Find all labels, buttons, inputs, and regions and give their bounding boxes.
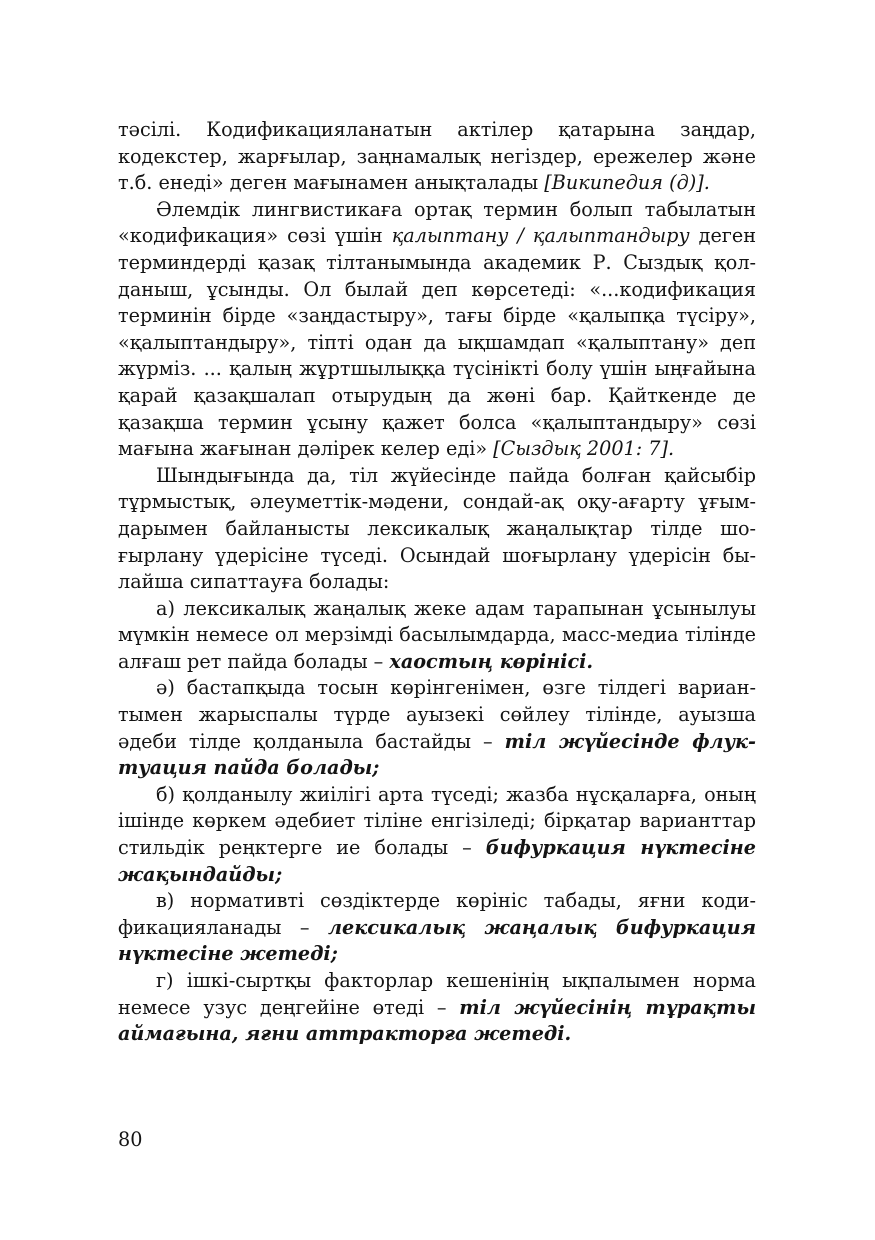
list-item-v bbox=[118, 888, 756, 968]
list-item-ae bbox=[118, 675, 756, 781]
text-run: Әлемдік лингвистикаға ортақ термин болып табылатын «кодификация» сөзі үшін bbox=[118, 197, 756, 248]
text-run: тәсілі. Кодификацияланатын актілер қатарына заңдар, кодекстер, жарғылар, заңнамалық негіздер, ережелер және т.б. енеді» деген мағынамен анықталады bbox=[118, 118, 756, 195]
text-run: в) нормативті сөздіктерде көрініс табады, яғни кодификацияланады – bbox=[118, 889, 756, 939]
paragraph-2 bbox=[118, 197, 756, 463]
page-number: 80 bbox=[118, 1128, 143, 1151]
citation-syzdyk: [Сыздық 2001: 7]. bbox=[493, 437, 675, 461]
term-italic: қалыптану / қалыптандыру bbox=[391, 224, 690, 248]
text-run: б) қолданылу жиілігі арта түседі; жазба нұсқаларға, оның ішінде көркем әдебиет тіліне енгізіледі; бірқатар варианттар стильдік реңктерге ие болады – bbox=[118, 782, 756, 860]
emphasis-bold-italic: тіл жүйесінің тұрақты аймағына, яғни аттракторға жетеді. bbox=[118, 995, 756, 1046]
list-item-a bbox=[118, 596, 756, 676]
emphasis-bold-italic: тіл жүйесінде флуктуация пайда болады; bbox=[118, 729, 756, 780]
text-run: деген терминдерді қазақ тілтанымында академик Р. Сыздық қолданыш, ұсынды. Ол былай деп көрсетеді: «...кодификация терминін бірде «заңдастыру», тағы бірде «қалыпқа түсіру», «қалыптандыру», тіпті одан да ықшамдап «қалыптану» деп жүрміз. ... қалың жұртшылыққа түсінікті болу үшін ыңғайына қарай қазақшалап отырудың да жөні бар. Қайткенде де қазақша термин ұсыну қажет болса «қалыптандыру» сөзі мағына жағынан дәлірек келер еді» bbox=[118, 224, 756, 461]
list-item-b bbox=[118, 782, 756, 888]
paragraph-1 bbox=[118, 117, 756, 197]
paragraph-3 bbox=[118, 463, 756, 596]
list-item-g bbox=[118, 968, 756, 1048]
emphasis-bold-italic: бифуркация нүктесіне жақындайды; bbox=[118, 836, 756, 886]
emphasis-bold-italic: лексикалық жаңалық бифуркация нүктесіне жетеді; bbox=[118, 915, 756, 966]
text-run: Шындығында да, тіл жүйесінде пайда болған қайсыбір тұрмыстық, әлеуметтік-мәдени, сондай-ақ оқу-ағарту ұғымдарымен байланысты лексикалық жаңалықтар тілде шоғырлану үдерісіне түседі. Осындай шоғырлану үдерісін былайша сипаттауға болады: bbox=[118, 463, 756, 594]
citation-wikipedia: [Википедия (д)]. bbox=[544, 171, 710, 195]
emphasis-bold-italic: хаостың көрінісі. bbox=[389, 649, 594, 673]
text-run: г) ішкі-сыртқы факторлар кешенінің ықпалымен норма немесе узус деңгейіне өтеді – bbox=[118, 969, 756, 1019]
page-text-body bbox=[118, 117, 756, 1048]
text-run: ә) бастапқыда тосын көрінгенімен, өзге тілдегі вариантымен жарыспалы түрде ауызекі сөйлеу тілінде, ауызша әдеби тілде қолданыла бастайды – bbox=[118, 676, 756, 753]
text-run: а) лексикалық жаңалық жеке адам тарапынан ұсынылуы мүмкін немесе ол мерзімді басылымдарда, масс-медиа тілінде алғаш рет пайда болады – bbox=[118, 596, 756, 673]
